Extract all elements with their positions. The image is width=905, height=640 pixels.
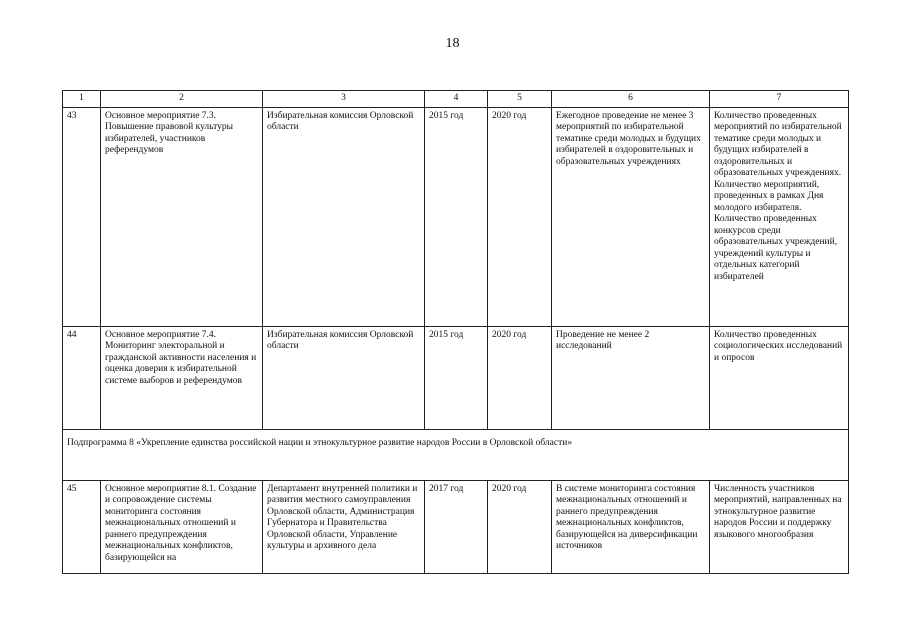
program-table [62,90,849,574]
row-number-cell: 45 [63,480,101,573]
column-number-cell: 4 [425,91,488,108]
expected-result-cell: Ежегодное проведение не менее 3 мероприятий по избирательной тематике среди молодых и будущих избирателей в оздоровительных и образовательных учреждениях [552,107,710,326]
indicator-cell: Количество проведенных мероприятий по избирательной тематике среди молодых и будущих избирателей в оздоровительных и образовательных учреждениях. Количество мероприятий, проведенных в рамках Дня молодого избирателя. Количество проведенных конкурсов среди образовательных учреждений, учреждений культуры и отдельных категорий избирателей [710,107,849,326]
table-row [63,107,849,326]
page-number: 18 [445,36,460,51]
column-number-cell: 7 [710,91,849,108]
table-row [63,326,849,429]
expected-result-cell: Проведение не менее 2 исследований [552,326,710,429]
column-number-row [63,91,849,108]
column-number-cell: 2 [101,91,263,108]
column-number-cell: 5 [488,91,552,108]
indicator-cell: Численность участников мероприятий, направленных на этнокультурное развитие народов России и поддержку языкового многообразия [710,480,849,573]
column-number-cell: 3 [263,91,425,108]
executor-cell: Департамент внутренней политики и развития местного самоуправления Орловской области, Администрация Губернатора и Правительства Орловской области, Управление культуры и архивного дела [263,480,425,573]
table-row [63,480,849,573]
subprogram-title: Подпрограмма 8 «Укрепление единства российской нации и этнокультурное развитие народов России в Орловской области» [63,429,849,480]
activity-cell: Основное мероприятие 8.1. Создание и сопровождение системы мониторинга состояния межнациональных отношений и раннего предупреждения межнациональных конфликтов, базирующейся на [101,480,263,573]
indicator-cell: Количество проведенных социологических исследований и опросов [710,326,849,429]
start-year-cell: 2015 год [425,107,488,326]
activity-cell: Основное мероприятие 7.4. Мониторинг электоральной и гражданской активности населения и оценка доверия к избирательной системе выборов и референдумов [101,326,263,429]
expected-result-cell: В системе мониторинга состояния межнациональных отношений и раннего предупреждения межнациональных конфликтов, базирующейся на диверсификации источников [552,480,710,573]
start-year-cell: 2015 год [425,326,488,429]
row-number-cell: 43 [63,107,101,326]
subprogram-row [63,429,849,480]
end-year-cell: 2020 год [488,326,552,429]
start-year-cell: 2017 год [425,480,488,573]
activity-cell: Основное мероприятие 7.3. Повышение правовой культуры избирателей, участников референдумов [101,107,263,326]
column-number-cell: 6 [552,91,710,108]
executor-cell: Избирательная комиссия Орловской области [263,107,425,326]
end-year-cell: 2020 год [488,480,552,573]
end-year-cell: 2020 год [488,107,552,326]
column-number-cell: 1 [63,91,101,108]
executor-cell: Избирательная комиссия Орловской области [263,326,425,429]
row-number-cell: 44 [63,326,101,429]
